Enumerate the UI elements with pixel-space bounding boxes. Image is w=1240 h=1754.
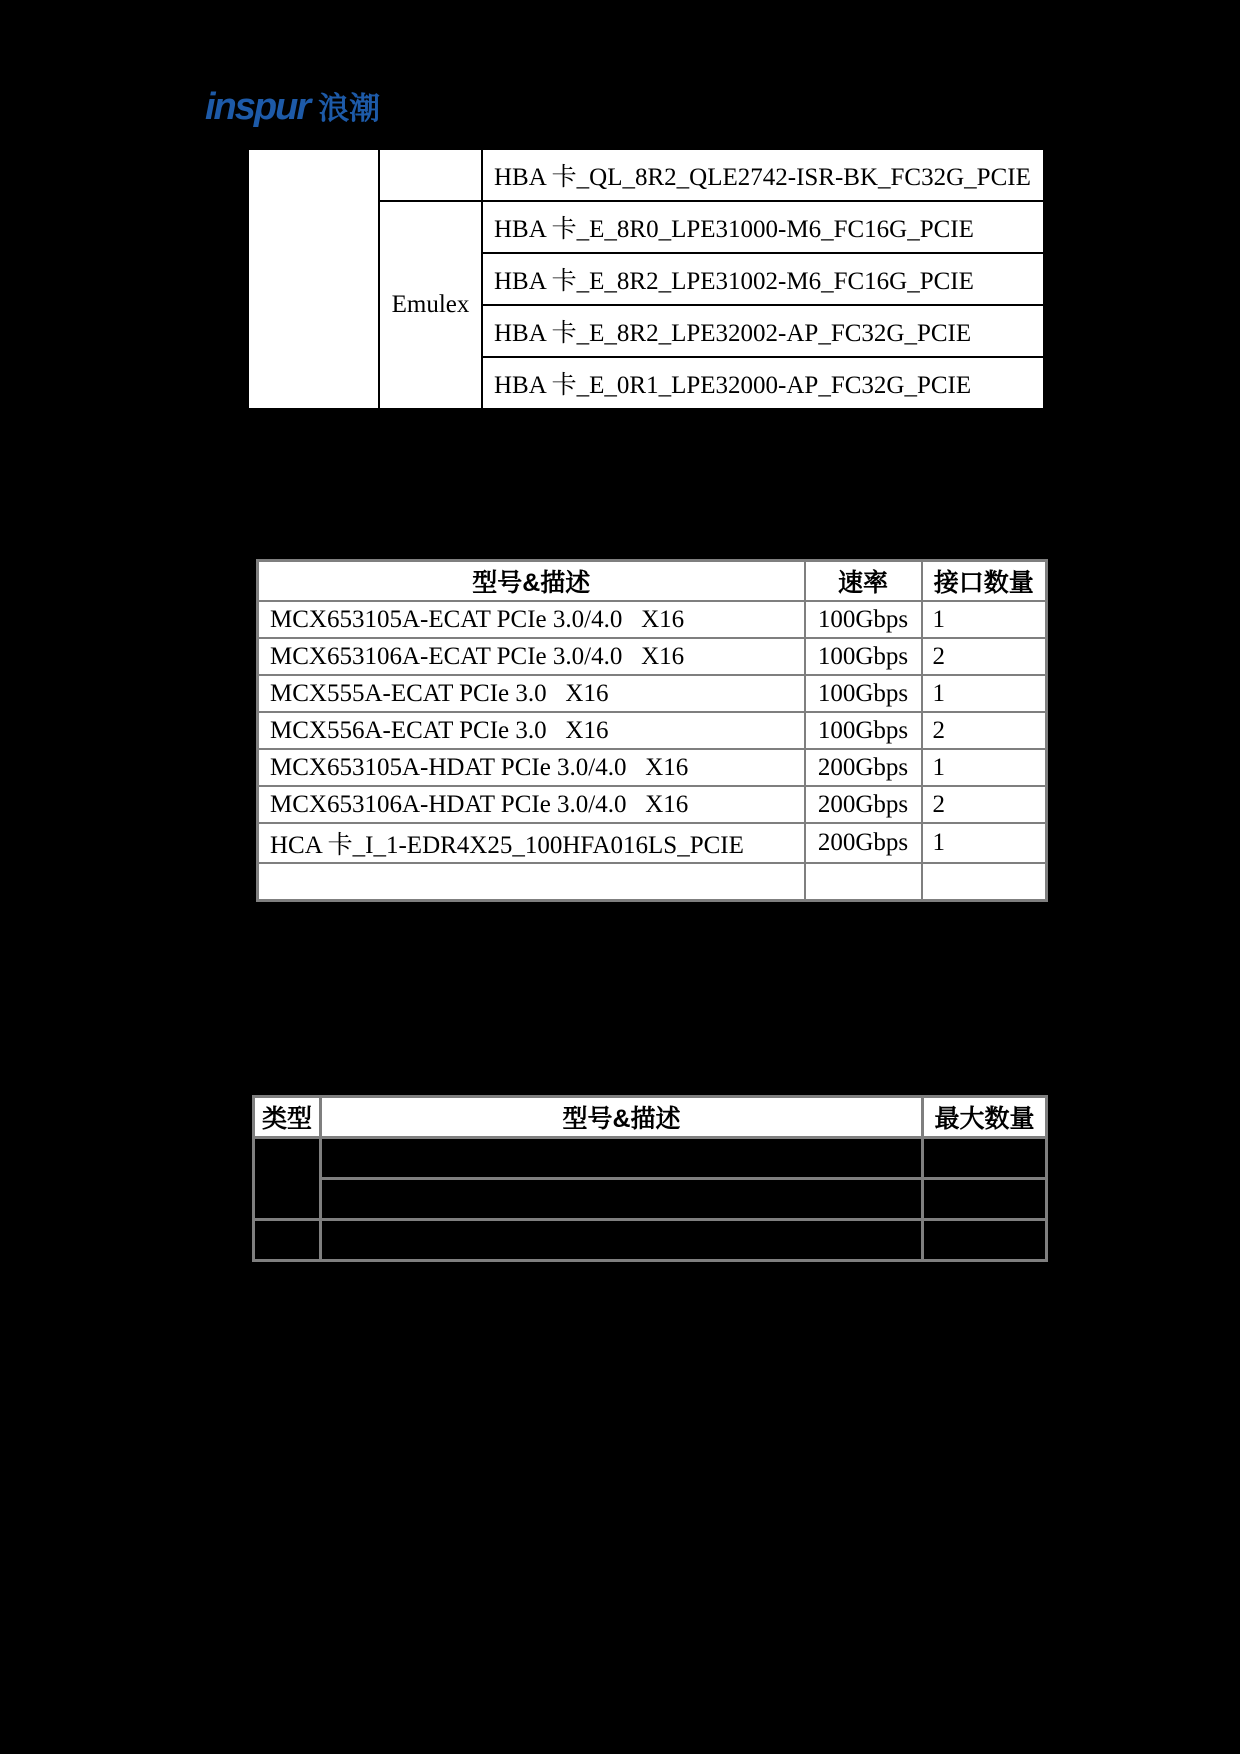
- hba-card-cell: HBA 卡_E_8R2_LPE31002-M6_FC16G_PCIE: [482, 253, 1044, 305]
- ports-column-header: 接口数量: [922, 561, 1047, 602]
- ports-cell: 2: [922, 638, 1047, 675]
- table-row: [258, 823, 1047, 863]
- type-cell: [254, 1138, 321, 1220]
- speed-cell: 200Gbps: [805, 786, 922, 823]
- max-qty-column-header: 最大数量: [923, 1097, 1047, 1138]
- empty-vendor-cell: [379, 149, 482, 201]
- model-cell: HCA 卡_I_1-EDR4X25_100HFA016LS_PCIE: [258, 823, 805, 863]
- speed-cell: 200Gbps: [805, 749, 922, 786]
- hba-card-cell: HBA 卡_E_0R1_LPE32000-AP_FC32G_PCIE: [482, 357, 1044, 409]
- model-cell: MCX653105A-HDAT PCIe 3.0/4.0 X16: [258, 749, 805, 786]
- inspur-logo: [205, 88, 380, 126]
- ports-cell: 1: [922, 675, 1047, 712]
- model-cell: MCX653106A-ECAT PCIe 3.0/4.0 X16: [258, 638, 805, 675]
- model-column-header: 型号&描述: [258, 561, 805, 602]
- hba-card-cell: HBA 卡_E_8R2_LPE32002-AP_FC32G_PCIE: [482, 305, 1044, 357]
- table-row: [254, 1220, 1047, 1261]
- table-header-row: [258, 561, 1047, 602]
- ports-cell: [922, 863, 1047, 901]
- table-row: [258, 712, 1047, 749]
- max-qty-cell: [923, 1138, 1047, 1179]
- hba-card-table: [247, 148, 1045, 410]
- speed-cell: 100Gbps: [805, 601, 922, 638]
- table-row: [258, 749, 1047, 786]
- model-cell: MCX653105A-ECAT PCIe 3.0/4.0 X16: [258, 601, 805, 638]
- max-qty-cell: [923, 1179, 1047, 1220]
- speed-cell: 200Gbps: [805, 823, 922, 863]
- type-column-header: 类型: [254, 1097, 321, 1138]
- nic-table: [256, 559, 1048, 902]
- model-cell: [321, 1179, 923, 1220]
- model-column-header: 型号&描述: [321, 1097, 923, 1138]
- table-row: [258, 863, 1047, 901]
- table-row: [254, 1179, 1047, 1220]
- speed-cell: 100Gbps: [805, 638, 922, 675]
- ports-cell: 1: [922, 823, 1047, 863]
- speed-cell: [805, 863, 922, 901]
- speed-cell: 100Gbps: [805, 675, 922, 712]
- table-header-row: [254, 1097, 1047, 1138]
- type-cell: [254, 1220, 321, 1261]
- table-row: [254, 1138, 1047, 1179]
- ports-cell: 2: [922, 786, 1047, 823]
- model-cell: [321, 1138, 923, 1179]
- model-cell: MCX556A-ECAT PCIe 3.0 X16: [258, 712, 805, 749]
- table-row: [258, 786, 1047, 823]
- ports-cell: 2: [922, 712, 1047, 749]
- table-row: [258, 601, 1047, 638]
- hba-card-cell: HBA 卡_E_8R0_LPE31000-M6_FC16G_PCIE: [482, 201, 1044, 253]
- model-cell: [258, 863, 805, 901]
- inspur-logo-cjk-text: 浪潮: [318, 91, 381, 126]
- hba-card-cell: HBA 卡_QL_8R2_QLE2742-ISR-BK_FC32G_PCIE: [482, 149, 1044, 201]
- max-qty-cell: [923, 1220, 1047, 1261]
- vendor-cell: Emulex: [379, 201, 482, 409]
- inspur-logo-latin-text: inspur: [205, 86, 310, 128]
- speed-column-header: 速率: [805, 561, 922, 602]
- empty-category-cell: [248, 149, 379, 409]
- accessory-table: [252, 1095, 1048, 1262]
- ports-cell: 1: [922, 749, 1047, 786]
- table-row: [248, 149, 1044, 201]
- model-cell: MCX653106A-HDAT PCIe 3.0/4.0 X16: [258, 786, 805, 823]
- speed-cell: 100Gbps: [805, 712, 922, 749]
- table-row: [258, 675, 1047, 712]
- model-cell: MCX555A-ECAT PCIe 3.0 X16: [258, 675, 805, 712]
- ports-cell: 1: [922, 601, 1047, 638]
- table-row: [258, 638, 1047, 675]
- model-cell: [321, 1220, 923, 1261]
